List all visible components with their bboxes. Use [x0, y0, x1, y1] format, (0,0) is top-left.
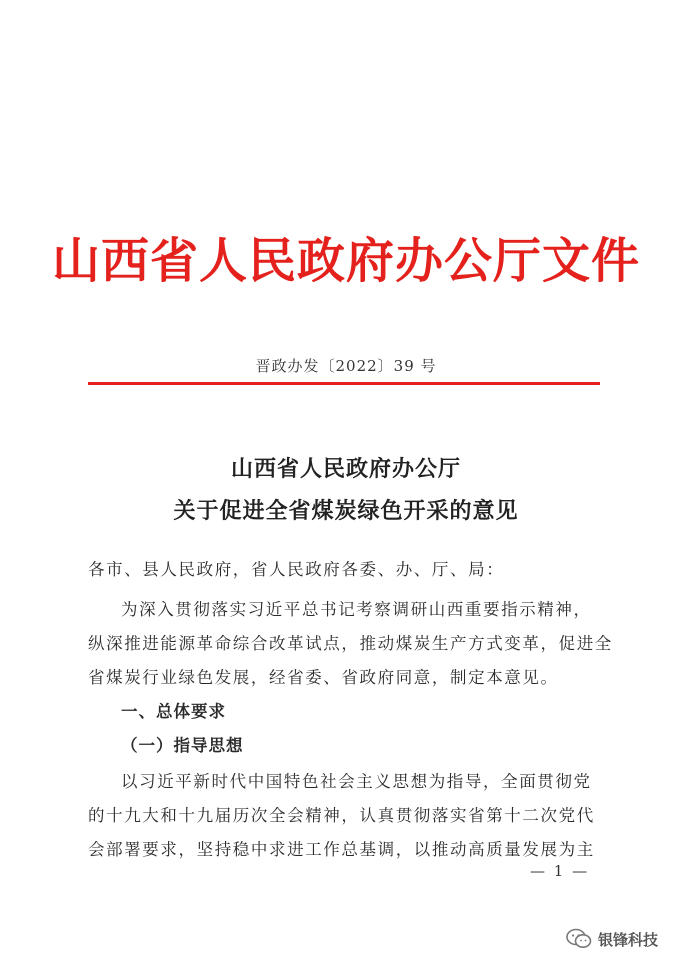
watermark [566, 928, 658, 950]
wechat-icon [566, 928, 592, 950]
page-number: — 1 — [530, 862, 590, 880]
addressee: 各市、县人民政府，省人民政府各委、办、厅、局： [88, 560, 505, 579]
red-divider-line [88, 382, 600, 385]
guiding-paragraph-line: 以习近平新时代中国特色社会主义思想为指导，全面贯彻党 [121, 772, 592, 791]
intro-paragraph-line: 为深入贯彻落实习近平总书记考察调研山西重要指示精神， [121, 600, 592, 619]
subsection-heading: （一）指导思想 [121, 736, 244, 755]
watermark-label: 银锋科技 [598, 930, 659, 949]
document-title-line2: 关于促进全省煤炭绿色开采的意见 [173, 498, 519, 524]
intro-paragraph-line: 纵深推进能源革命综合改革试点，推动煤炭生产方式变革，促进全 [88, 634, 613, 653]
guiding-paragraph-line: 的十九大和十九届历次全会精神，认真贯彻落实省第十二次党代 [88, 806, 595, 825]
section-heading: 一、总体要求 [121, 702, 226, 721]
guiding-paragraph-line: 会部署要求，坚持稳中求进工作总基调，以推动高质量发展为主 [88, 840, 595, 859]
issuer-header: 山西省人民政府办公厅文件 [51, 233, 640, 289]
intro-paragraph-line: 省煤炭行业绿色发展，经省委、省政府同意，制定本意见。 [88, 668, 559, 687]
document-number: 晋政办发〔2022〕39 号 [255, 357, 437, 375]
document-title-line1: 山西省人民政府办公厅 [230, 456, 461, 482]
